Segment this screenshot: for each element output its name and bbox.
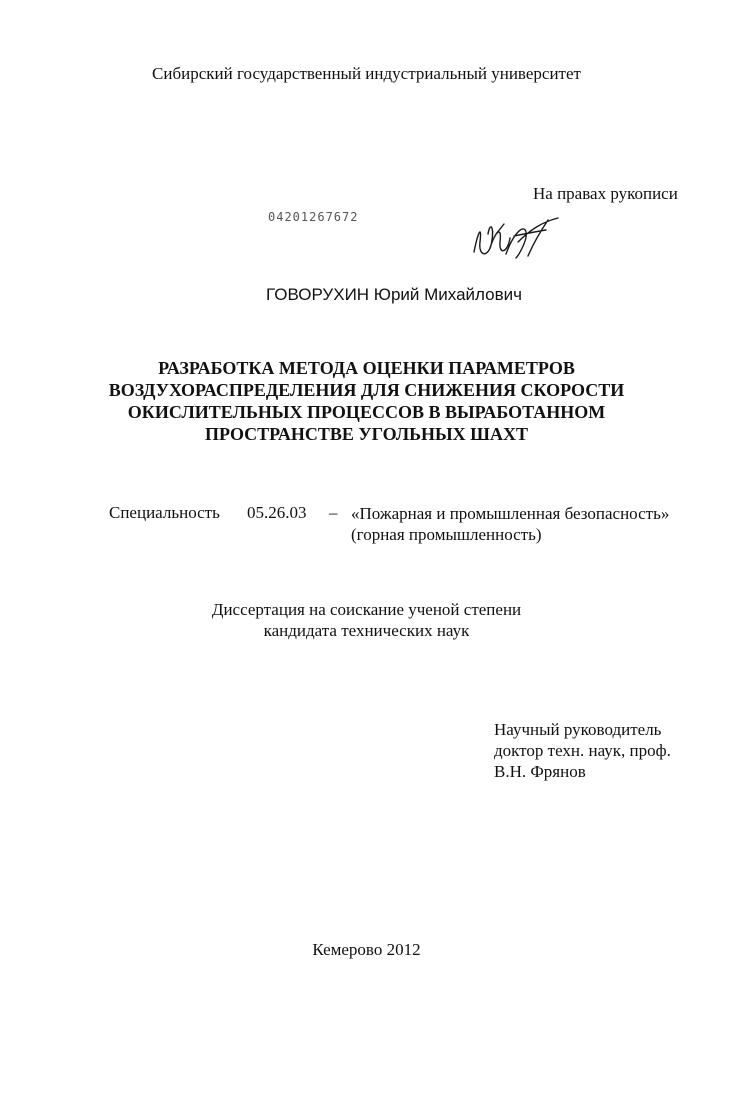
author-name: ГОВОРУХИН Юрий Михайлович — [266, 285, 523, 304]
rights-note: На правах рукописи — [533, 184, 678, 203]
degree-line: кандидата технических наук — [263, 621, 470, 640]
university-name: Сибирский государственный индустриальный университет — [152, 64, 581, 83]
specialty-name-line: (горная промышленность) — [351, 525, 542, 544]
specialty-name — [351, 503, 669, 545]
specialty-label: Специальность — [109, 503, 220, 522]
scientific-supervisor — [494, 719, 671, 782]
specialty-name-line: «Пожарная и промышленная безопасность» — [351, 504, 670, 523]
title-line: ОКИСЛИТЕЛЬНЫХ ПРОЦЕССОВ В ВЫРАБОТАННОМ — [127, 402, 606, 422]
dissertation-title — [0, 357, 733, 445]
title-line: РАЗРАБОТКА МЕТОДА ОЦЕНКИ ПАРАМЕТРОВ — [158, 358, 575, 378]
title-line: ВОЗДУХОРАСПРЕДЕЛЕНИЯ ДЛЯ СНИЖЕНИЯ СКОРОСТИ — [108, 380, 625, 400]
specialty-dash: – — [329, 503, 338, 522]
supervisor-line: Научный руководитель — [494, 720, 662, 739]
degree-statement — [0, 599, 733, 641]
city-year: Кемерово 2012 — [312, 940, 421, 959]
degree-line: Диссертация на соискание ученой степени — [211, 600, 522, 619]
supervisor-line: В.Н. Фрянов — [494, 762, 586, 781]
specialty-code: 05.26.03 — [247, 503, 307, 522]
title-line: ПРОСТРАНСТВЕ УГОЛЬНЫХ ШАХТ — [205, 424, 528, 444]
inventory-number: 04201267672 — [268, 210, 359, 224]
supervisor-line: доктор техн. наук, проф. — [494, 741, 671, 760]
handwritten-signature — [468, 212, 564, 272]
